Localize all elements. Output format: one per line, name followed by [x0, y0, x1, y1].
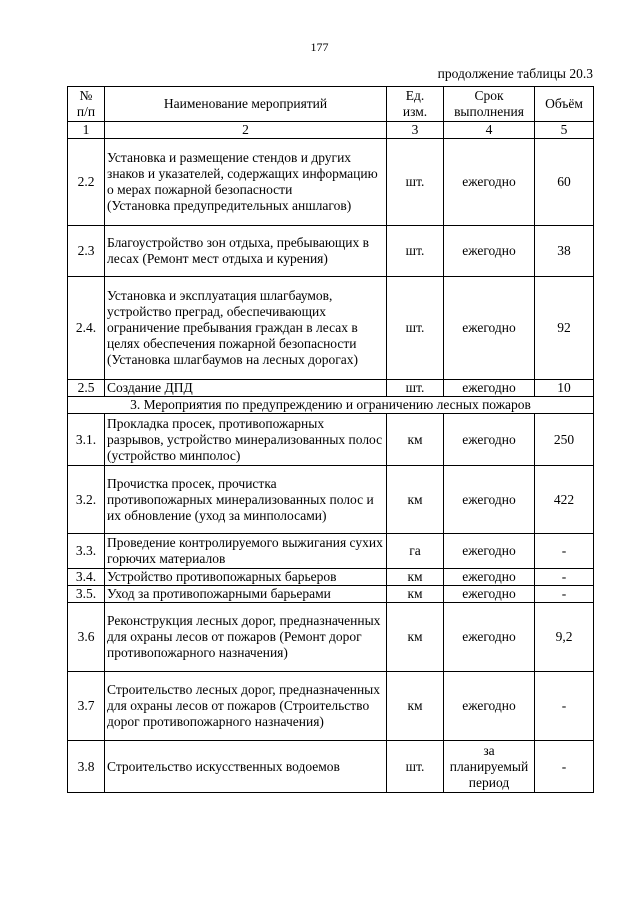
row-name-cell: Строительство искусственных водоемов [105, 741, 387, 793]
section-row [68, 397, 594, 414]
row-number-cell: 2.3 [68, 226, 105, 277]
row-volume-cell: 38 [535, 226, 594, 277]
row-name-cell: Уход за противопожарными барьерами [105, 586, 387, 603]
row-term-cell: ежегодно [444, 586, 535, 603]
row-term-cell: ежегодно [444, 534, 535, 569]
row-name-cell: Реконструкция лесных дорог, предназначенных для охраны лесов от пожаров (Ремонт дорог противопожарного назначения) [105, 603, 387, 672]
row-unit-cell: км [387, 672, 444, 741]
header-row [68, 87, 594, 122]
row-term-cell: ежегодно [444, 569, 535, 586]
table-row [68, 226, 594, 277]
row-name-cell: Установка и размещение стендов и других знаков и указателей, содержащих информацию о мерах пожарной безопасности (Установка предупредительных аншлагов) [105, 139, 387, 226]
row-unit-cell: шт. [387, 380, 444, 397]
row-unit-cell: км [387, 414, 444, 466]
row-name-cell: Устройство противопожарных барьеров [105, 569, 387, 586]
row-term-cell: за планируемый период [444, 741, 535, 793]
table-continuation-caption: продолжение таблицы 20.3 [437, 66, 593, 81]
table-row [68, 414, 594, 466]
row-name-cell: Прокладка просек, противопожарных разрывов, устройство минерализованных полос (устройство минполос) [105, 414, 387, 466]
row-term-cell: ежегодно [444, 466, 535, 534]
row-number-cell: 3.4. [68, 569, 105, 586]
row-term-cell: ежегодно [444, 380, 535, 397]
header-unit: Ед. изм. [387, 87, 444, 122]
row-number-cell: 3.2. [68, 466, 105, 534]
row-name-cell: Благоустройство зон отдыха, пребывающих в лесах (Ремонт мест отдыха и курения) [105, 226, 387, 277]
row-number-cell: 3.1. [68, 414, 105, 466]
row-unit-cell: км [387, 603, 444, 672]
row-volume-cell: - [535, 534, 594, 569]
row-term-cell: ежегодно [444, 139, 535, 226]
table-row [68, 569, 594, 586]
row-term-cell: ежегодно [444, 603, 535, 672]
table-row [68, 603, 594, 672]
row-volume-cell: 60 [535, 139, 594, 226]
row-term-cell: ежегодно [444, 226, 535, 277]
row-volume-cell: - [535, 741, 594, 793]
row-name-cell: Строительство лесных дорог, предназначенных для охраны лесов от пожаров (Строительство дорог противопожарного назначения) [105, 672, 387, 741]
row-name-cell: Установка и эксплуатация шлагбаумов, устройство преград, обеспечивающих ограничение пребывания граждан в лесах в целях обеспечения пожарной безопасности (Установка шлагбаумов на лесных дорогах) [105, 277, 387, 380]
col-number: 3 [387, 122, 444, 139]
col-number: 4 [444, 122, 535, 139]
row-term-cell: ежегодно [444, 672, 535, 741]
col-number: 2 [105, 122, 387, 139]
header-volume: Объём [535, 87, 594, 122]
table-row [68, 139, 594, 226]
row-name-cell: Создание ДПД [105, 380, 387, 397]
row-unit-cell: шт. [387, 277, 444, 380]
row-name-cell: Проведение контролируемого выжигания сухих горючих материалов [105, 534, 387, 569]
row-unit-cell: шт. [387, 139, 444, 226]
column-number-row [68, 122, 594, 139]
header-term: Срок выполнения [444, 87, 535, 122]
row-number-cell: 3.8 [68, 741, 105, 793]
row-number-cell: 3.7 [68, 672, 105, 741]
row-volume-cell: 10 [535, 380, 594, 397]
header-name: Наименование мероприятий [105, 87, 387, 122]
row-volume-cell: 9,2 [535, 603, 594, 672]
table-row [68, 534, 594, 569]
row-number-cell: 2.2 [68, 139, 105, 226]
table-row [68, 380, 594, 397]
row-unit-cell: км [387, 569, 444, 586]
row-unit-cell: га [387, 534, 444, 569]
row-term-cell: ежегодно [444, 414, 535, 466]
row-volume-cell: 422 [535, 466, 594, 534]
row-number-cell: 3.6 [68, 603, 105, 672]
table-row [68, 672, 594, 741]
table-row [68, 277, 594, 380]
row-volume-cell: 92 [535, 277, 594, 380]
row-number-cell: 3.5. [68, 586, 105, 603]
row-term-cell: ежегодно [444, 277, 535, 380]
row-unit-cell: км [387, 466, 444, 534]
row-name-cell: Прочистка просек, прочистка противопожарных минерализованных полос и их обновление (уход за минполосами) [105, 466, 387, 534]
row-volume-cell: 250 [535, 414, 594, 466]
page-number: 177 [310, 40, 329, 54]
col-number: 5 [535, 122, 594, 139]
header-num: № п/п [68, 87, 105, 122]
row-number-cell: 2.4. [68, 277, 105, 380]
row-number-cell: 2.5 [68, 380, 105, 397]
table-row [68, 741, 594, 793]
col-number: 1 [68, 122, 105, 139]
section-title: 3. Мероприятия по предупреждению и ограничению лесных пожаров [68, 397, 594, 414]
row-volume-cell: - [535, 672, 594, 741]
row-unit-cell: шт. [387, 741, 444, 793]
row-unit-cell: шт. [387, 226, 444, 277]
table-row [68, 466, 594, 534]
table-row [68, 586, 594, 603]
row-volume-cell: - [535, 586, 594, 603]
row-unit-cell: км [387, 586, 444, 603]
row-number-cell: 3.3. [68, 534, 105, 569]
row-volume-cell: - [535, 569, 594, 586]
measures-table [67, 86, 594, 793]
